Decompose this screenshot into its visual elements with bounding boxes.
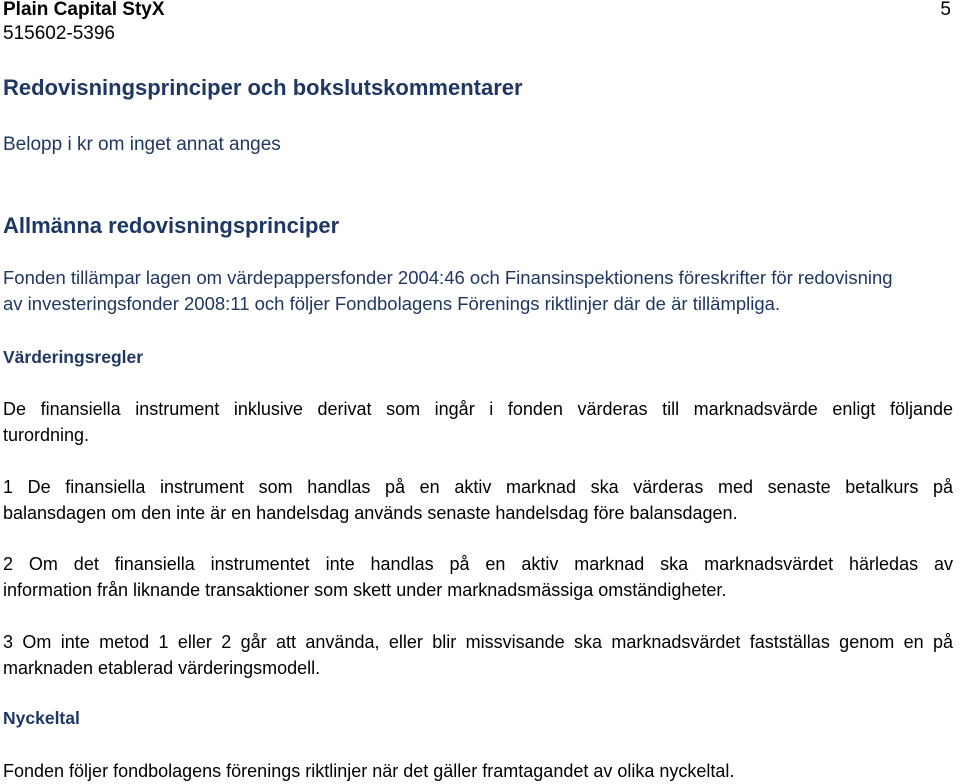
subheading-valuation-rules: Värderingsregler xyxy=(3,347,144,367)
paragraph-line: 3 Om inte metod 1 eller 2 går att använda, eller blir missvisande ska marknadsvärdet fastställas genom en på xyxy=(3,632,953,652)
page-subtitle: Belopp i kr om inget annat anges xyxy=(3,134,281,155)
paragraph-line: 2 Om det finansiella instrumentet inte handlas på en aktiv marknad ska marknadsvärdet härledas av xyxy=(3,554,953,574)
paragraph-line: Fonden följer fondbolagens förenings riktlinjer när det gäller framtagandet av olika nyckeltal. xyxy=(3,761,735,781)
page-number: 5 xyxy=(940,0,951,20)
paragraph-line: marknaden etablerad värderingsmodell. xyxy=(3,658,321,678)
org-number: 515602-5396 xyxy=(3,23,115,44)
paragraph-line: 1 De finansiella instrument som handlas på en aktiv marknad ska värderas med senaste betalkurs på xyxy=(3,477,953,497)
paragraph-line: information från liknande transaktioner som skett under marknadsmässiga omständigheter. xyxy=(3,580,727,600)
valuation-intro-paragraph xyxy=(3,396,953,448)
paragraph-line: balansdagen om den inte är en handelsdag används senaste handelsdag före balansdagen. xyxy=(3,503,738,523)
general-principles-paragraph xyxy=(3,265,953,317)
page-title: Redovisningsprinciper och bokslutskommentarer xyxy=(3,75,523,100)
section-heading-general-principles: Allmänna redovisningsprinciper xyxy=(3,213,340,238)
company-name: Plain Capital StyX xyxy=(3,0,165,20)
valuation-rule-3 xyxy=(3,629,953,681)
subheading-key-figures: Nyckeltal xyxy=(3,708,80,728)
paragraph-line: Fonden tillämpar lagen om värdepappersfonder 2004:46 och Finansinspektionens föreskrifter för redovisning xyxy=(3,267,893,288)
key-figures-paragraph xyxy=(3,758,953,784)
paragraph-line: De finansiella instrument inklusive derivat som ingår i fonden värderas till marknadsvärde enligt följande xyxy=(3,399,953,419)
paragraph-line: turordning. xyxy=(3,425,90,445)
paragraph-line: av investeringsfonder 2008:11 och följer Fondbolagens Förenings riktlinjer där de är tillämpliga. xyxy=(3,293,781,314)
valuation-rule-1 xyxy=(3,474,953,526)
valuation-rule-2 xyxy=(3,551,953,603)
